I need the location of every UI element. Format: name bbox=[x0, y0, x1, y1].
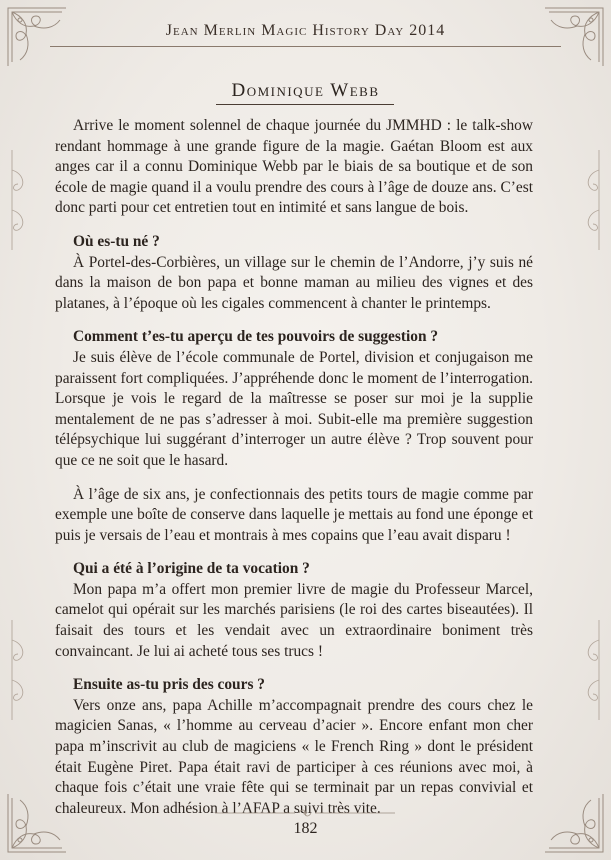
article-body bbox=[55, 116, 533, 819]
interview-answer: Mon papa m’a offert mon premier livre de magie du Professeur Marcel, camelot qui opérait sur les marchés parisiens (le roi des cartes biseautées). Il faisait des tours et les vendait avec un extraordinaire boniment très convaincant. Je lui ai acheté tous ses trucs ! bbox=[55, 580, 533, 660]
interview-section bbox=[55, 232, 533, 314]
interview-answer: Vers onze ans, papa Achille m’accompagnait prendre des cours chez le magicien Sanas, « l’homme au cerveau d’acier ». Encore enfant mon cher papa m’inscrivit au club de magiciens « le French Ring » dont le président était Eugène Piret. Papa était ravi de participer à ces réunions avec moi, à chaque fois c’était une vraie fête qui se terminait par un repas convivial et chaleureux. Mon adhésion à l’AFAP a suivi très vite. bbox=[55, 696, 533, 817]
interview-question: Comment t’es-tu aperçu de tes pouvoirs de suggestion ? bbox=[73, 328, 439, 346]
interview-section bbox=[55, 675, 533, 819]
interview-answer: Je suis élève de l’école communale de Portel, division et conjugaison me paraissent fort compliquées. J’appréhende donc le moment de l’interrogation. Lorsque je vois le regard de la maîtresse se poser sur moi je la supplie mentalement de ne pas s’adresser à moi. Subit-elle ma première suggestion télépsychique lui suggérant d’interroger un autre élève ? Trop souvent pour que ce ne soit que le hasard. bbox=[55, 348, 533, 469]
interview-answer: À Portel-des-Corbières, un village sur le chemin de l’Andorre, j’y suis né dans la maison de bon papa et bonne maman au milieu des vignes et des platanes, à l’époque où les cigales commencent à chanter le printemps. bbox=[55, 253, 533, 312]
interview-question: Ensuite as-tu pris des cours ? bbox=[73, 676, 265, 694]
title-underline bbox=[216, 104, 394, 105]
footer-ornament-icon bbox=[215, 808, 395, 818]
interview-answer: À l’âge de six ans, je confectionnais des petits tours de magie comme par exemple une boîte de conserve dans laquelle je mettais au fond une éponge et puis je versais de l’eau et montrais à mes copains que l’eau avait disparu ! bbox=[55, 485, 533, 544]
header-divider bbox=[50, 46, 561, 47]
side-ornament-icon bbox=[577, 620, 607, 720]
interview-section bbox=[55, 327, 533, 546]
side-ornament-icon bbox=[4, 620, 34, 720]
side-ornament-icon bbox=[4, 150, 34, 250]
chapter-title: Dominique Webb bbox=[231, 80, 380, 101]
intro-paragraph: Arrive le moment solennel de chaque journée du JMMHD : le talk-show rendant hommage à une grande figure de la magie. Gaétan Bloom est aux anges car il a connu Dominique Webb par le biais de sa boutique et de son école de magie quand il a voulu prendre des cours à l’âge de douze ans. C’est donc parti pour cet entretien tout en intimité et sans langue de bois. bbox=[55, 117, 533, 217]
interview-question: Où es-tu né ? bbox=[73, 232, 160, 250]
interview-question: Qui a été à l’origine de ta vocation ? bbox=[73, 560, 310, 578]
side-ornament-icon bbox=[577, 150, 607, 250]
running-header: Jean Merlin Magic History Day 2014 bbox=[165, 22, 446, 39]
interview-section bbox=[55, 559, 533, 662]
page-number: 182 bbox=[293, 820, 318, 837]
